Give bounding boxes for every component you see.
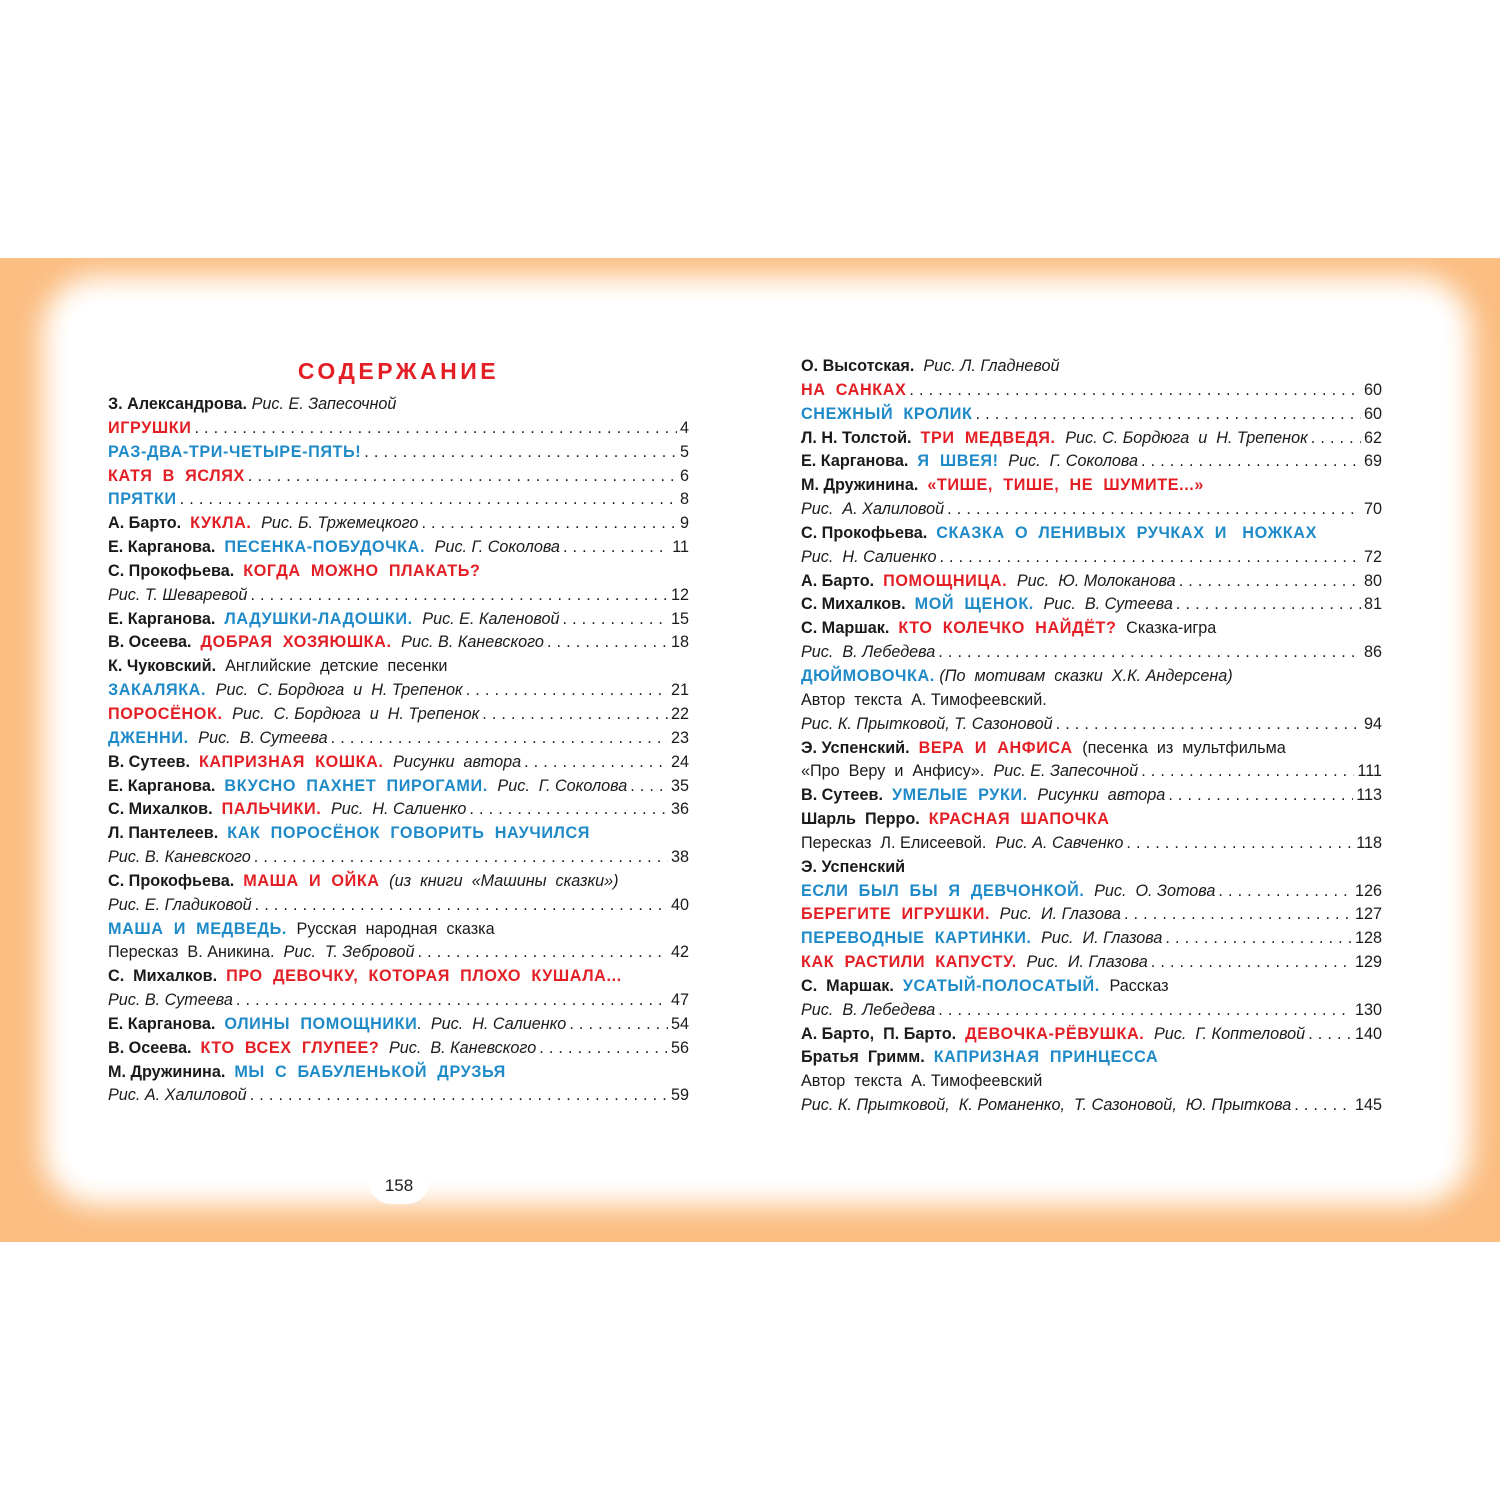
toc-entry	[801, 355, 1382, 379]
dot-leader	[1141, 450, 1361, 474]
entry-note: Сказка-игра	[1121, 619, 1217, 638]
entry-author: Л. Пантелеев.	[108, 824, 228, 843]
toc-entry	[801, 880, 1382, 904]
toc-entry	[801, 951, 1382, 975]
entry-author: А. Барто.	[801, 571, 884, 590]
entry-author: В. Осеева.	[108, 633, 201, 652]
entry-illustrator: Рис. И. Глазова	[1021, 953, 1148, 972]
entry-page-number: 130	[1354, 1000, 1382, 1019]
dot-leader	[938, 641, 1361, 665]
entry-illustrator: Рис. Т. Зебровой	[279, 943, 415, 962]
entry-title: КОГДА МОЖНО ПЛАКАТЬ?	[243, 561, 481, 580]
entry-illustrator: Рис. Е. Каленовой	[417, 609, 560, 628]
entry-illustrator: Рис. С. Бордюга и Н. Трепенок	[211, 681, 463, 700]
entry-author: В. Сутеев.	[108, 752, 199, 771]
entry-page-number: 36	[670, 800, 689, 819]
toc-entry	[801, 498, 1382, 522]
entry-page-number: 4	[679, 418, 689, 437]
entry-illustrator: Рис. Ю. Молоканова	[1012, 571, 1176, 590]
toc-left-entries	[108, 393, 689, 1108]
toc-entry	[801, 474, 1382, 498]
page-title: СОДЕРЖАНИЕ	[297, 358, 500, 384]
entry-illustrator: Рис. Е. Гладиковой	[108, 895, 252, 914]
toc-entry	[801, 379, 1382, 403]
entry-title: БЕРЕГИТЕ ИГРУШКИ.	[801, 905, 996, 924]
entry-title: МАША И ОЙКА	[243, 871, 385, 890]
dot-leader	[250, 584, 668, 608]
toc-entry	[108, 608, 689, 632]
entry-illustrator: Рис. В. Сутеева	[108, 991, 233, 1010]
dot-leader	[562, 608, 668, 632]
entry-page-number: 60	[1363, 404, 1382, 423]
entry-page-number: 69	[1363, 452, 1382, 471]
entry-illustrator: Рис. Г. Соколова	[1003, 452, 1138, 471]
entry-page-number: 42	[670, 943, 689, 962]
entry-author: М. Дружинина.	[108, 1062, 235, 1081]
entry-illustrator: Рис. Н. Салиенко	[801, 547, 937, 566]
dot-leader	[1168, 784, 1353, 808]
entry-title: КТО ВСЕХ ГЛУПЕЕ?	[200, 1038, 385, 1057]
entry-page-number: 21	[670, 681, 689, 700]
entry-illustrator: Рис. Т. Шеваревой	[108, 585, 248, 604]
entry-title: СНЕЖНЫЙ КРОЛИК	[801, 404, 973, 423]
entry-note: Пересказ В. Аникина.	[108, 943, 280, 962]
entry-title: ПЕРЕВОДНЫЕ КАРТИНКИ.	[801, 929, 1037, 948]
entry-illustrator: Рис. В. Сутеева	[1039, 595, 1173, 614]
entry-illustrator: Рисунки автора	[388, 752, 522, 771]
dot-leader	[466, 679, 668, 703]
toc-entry	[108, 441, 689, 465]
dot-leader	[630, 775, 668, 799]
entry-note: Автор текста А. Тимофеевский	[801, 1072, 1043, 1091]
toc-left-column	[108, 355, 689, 1108]
toc-entry	[801, 713, 1382, 737]
entry-illustrator: Рис. Е. Запесочной	[988, 762, 1139, 781]
entry-author: М. Дружинина.	[801, 476, 928, 495]
entry-title: МОЙ ЩЕНОК.	[914, 595, 1039, 614]
entry-illustrator: Рис. В. Лебедева	[801, 1000, 936, 1019]
entry-page-number: 9	[679, 514, 689, 533]
entry-author: С. Прокофьева.	[108, 871, 244, 890]
toc-entry	[108, 941, 689, 965]
toc-entry	[801, 593, 1382, 617]
toc-entry	[108, 1013, 689, 1037]
dot-leader	[1151, 951, 1352, 975]
toc-entry	[801, 927, 1382, 951]
toc-entry	[801, 665, 1382, 689]
entry-illustrator: Рис. И. Глазова	[995, 905, 1121, 924]
entry-page-number: 23	[670, 728, 689, 747]
entry-title: ТРИ МЕДВЕДЯ.	[920, 428, 1061, 447]
toc-entry	[801, 1070, 1382, 1094]
entry-title: ЛАДУШКИ-ЛАДОШКИ.	[224, 609, 418, 628]
toc-entry	[801, 641, 1382, 665]
toc-entry	[108, 1037, 689, 1061]
dot-leader	[421, 512, 677, 536]
entry-title: КАТЯ В ЯСЛЯХ	[108, 466, 245, 485]
entry-title: СКАЗКА О ЛЕНИВЫХ РУЧКАХ И НОЖКАХ	[936, 523, 1317, 542]
entry-illustrator: Рис. Б. Тржемецкого	[256, 514, 419, 533]
entry-author: Э. Успенский	[801, 857, 906, 876]
dot-leader	[947, 498, 1361, 522]
toc-entry	[108, 488, 689, 512]
entry-illustrator: Рис. А. Савченко	[990, 833, 1124, 852]
page-number: 158	[369, 1152, 429, 1204]
toc-entry	[801, 760, 1382, 784]
entry-illustrator: Рис. К. Прытковой, К. Романенко, Т. Сазоновой, Ю. Прыткова	[801, 1096, 1292, 1115]
entry-author: Е. Карганова.	[108, 776, 225, 795]
entry-illustrator: Рис. В. Каневского	[396, 633, 544, 652]
entry-note: Пересказ Л. Елисеевой.	[801, 833, 991, 852]
entry-author: Э. Успенский.	[801, 738, 919, 757]
entry-page-number: 129	[1354, 953, 1382, 972]
dot-leader	[1056, 713, 1361, 737]
toc-entry	[801, 903, 1382, 927]
toc-entry	[108, 965, 689, 989]
dot-leader	[976, 403, 1361, 427]
dot-leader	[1141, 760, 1354, 784]
entry-author: Братья Гримм.	[801, 1048, 934, 1067]
toc-entry	[801, 832, 1382, 856]
entry-title: МЫ С БАБУЛЕНЬКОЙ ДРУЗЬЯ	[234, 1062, 506, 1081]
entry-title: НА САНКАХ	[801, 380, 907, 399]
entry-title: УМЕЛЫЕ РУКИ.	[891, 786, 1033, 805]
entry-author: К. Чуковский.	[108, 657, 221, 676]
entry-author: С. Прокофьева.	[108, 561, 244, 580]
toc-entry	[108, 679, 689, 703]
dot-leader	[180, 488, 677, 512]
entry-author: С. Михалков.	[801, 595, 915, 614]
entry-author: В. Осеева.	[108, 1038, 201, 1057]
dot-leader	[1311, 427, 1361, 451]
entry-illustrator: Рис. В. Каневского	[384, 1038, 537, 1057]
entry-note: Английские детские песенки	[220, 657, 448, 676]
entry-author: С. Прокофьева.	[801, 523, 937, 542]
entry-page-number: 5	[679, 442, 689, 461]
entry-title: КАПРИЗНАЯ ПРИНЦЕССА	[933, 1048, 1159, 1067]
dot-leader	[254, 846, 668, 870]
entry-page-number: 145	[1354, 1096, 1382, 1115]
toc-entry	[108, 1084, 689, 1108]
dot-leader	[939, 546, 1361, 570]
toc-entry	[108, 536, 689, 560]
entry-page-number: 128	[1354, 929, 1382, 948]
dot-leader	[938, 999, 1352, 1023]
entry-page-number: 94	[1363, 714, 1382, 733]
entry-illustrator: Рис. А. Халиловой	[108, 1086, 247, 1105]
entry-title: РАЗ-ДВА-ТРИ-ЧЕТЫРЕ-ПЯТЬ!	[108, 442, 362, 461]
entry-title: ОЛИНЫ ПОМОЩНИКИ	[224, 1014, 418, 1033]
entry-page-number: 24	[670, 752, 689, 771]
dot-leader	[1294, 1094, 1352, 1118]
entry-title: ЗАКАЛЯКА.	[108, 681, 212, 700]
dot-leader	[331, 727, 668, 751]
entry-title: «ТИШЕ, ТИШЕ, НЕ ШУМИТЕ...»	[927, 476, 1205, 495]
toc-entry	[108, 584, 689, 608]
dot-leader	[236, 989, 668, 1013]
entry-note: Русская народная сказка	[292, 919, 495, 938]
entry-illustrator: Рис. Н. Салиенко	[326, 800, 467, 819]
toc-entry	[108, 393, 689, 417]
entry-author: С. Михалков.	[108, 800, 222, 819]
toc-entry	[108, 751, 689, 775]
dot-leader	[539, 1037, 668, 1061]
toc-entry	[108, 465, 689, 489]
entry-title: ВЕРА И АНФИСА	[918, 738, 1078, 757]
toc-entry	[801, 403, 1382, 427]
entry-illustrator: Рис. С. Бордюга и Н. Трепенок	[1060, 428, 1308, 447]
entry-title: КАК ПОРОСЁНОК ГОВОРИТЬ НАУЧИЛСЯ	[227, 824, 591, 843]
entry-author: С. Михалков.	[108, 967, 227, 986]
entry-page-number: 127	[1354, 905, 1382, 924]
entry-title: КАК РАСТИЛИ КАПУСТУ.	[801, 953, 1022, 972]
entry-author: С. Маршак.	[801, 976, 903, 995]
entry-title: ЕСЛИ БЫЛ БЫ Я ДЕВЧОНКОЙ.	[801, 881, 1090, 900]
entry-illustrator: . Рис. Н. Салиенко	[417, 1014, 567, 1033]
entry-page-number: 111	[1357, 762, 1382, 781]
entry-title: УСАТЫЙ-ПОЛОСАТЫЙ.	[902, 976, 1105, 995]
dot-leader	[482, 703, 668, 727]
entry-illustrator: (По мотивам сказки Х.К. Андерсена)	[934, 666, 1233, 685]
dot-leader	[1218, 880, 1352, 904]
entry-page-number: 118	[1356, 833, 1382, 852]
entry-illustrator: Рис. А. Халиловой	[801, 500, 945, 519]
entry-page-number: 18	[670, 633, 689, 652]
dot-leader	[1176, 593, 1361, 617]
toc-entry	[108, 512, 689, 536]
toc-entry	[801, 999, 1382, 1023]
toc-entry	[801, 617, 1382, 641]
entry-illustrator: Рис. Г. Коптеловой	[1149, 1024, 1306, 1043]
entry-page-number: 72	[1363, 547, 1382, 566]
dot-leader	[547, 631, 668, 655]
entry-title: ДЖЕННИ.	[108, 728, 194, 747]
entry-illustrator: Рис. С. Бордюга и Н. Трепенок	[227, 704, 480, 723]
toc-entry	[108, 1061, 689, 1085]
dot-leader	[909, 379, 1361, 403]
toc-entry	[108, 870, 689, 894]
entry-title: МАША И МЕДВЕДЬ.	[108, 919, 293, 938]
entry-page-number: 70	[1363, 500, 1382, 519]
entry-note: «Про Веру и Анфису».	[801, 762, 989, 781]
entry-page-number: 140	[1354, 1024, 1382, 1043]
toc-entry	[801, 975, 1382, 999]
entry-page-number: 38	[670, 848, 689, 867]
toc-entry	[801, 737, 1382, 761]
dot-leader	[524, 751, 668, 775]
entry-illustrator: Рис. Е. Запесочной	[251, 395, 397, 413]
toc-entry	[801, 784, 1382, 808]
entry-page-number: 22	[670, 704, 689, 723]
entry-illustrator: Рис. В. Лебедева	[801, 643, 936, 662]
entry-illustrator: Рис. Г. Соколова	[492, 776, 628, 795]
dot-leader	[418, 941, 668, 965]
entry-title: КТО КОЛЕЧКО НАЙДЁТ?	[898, 619, 1122, 638]
toc-entry	[108, 918, 689, 942]
entry-page-number: 15	[670, 609, 689, 628]
entry-page-number: 11	[672, 538, 689, 557]
entry-page-number: 81	[1363, 595, 1382, 614]
dot-leader	[248, 465, 677, 489]
entry-illustrator: Рис. О. Зотова	[1089, 881, 1216, 900]
entry-title: ПАЛЬЧИКИ.	[221, 800, 327, 819]
entry-title: ВКУСНО ПАХНЕТ ПИРОГАМИ.	[224, 776, 493, 795]
entry-page-number: 54	[670, 1014, 689, 1033]
entry-illustrator: Рис. Г. Соколова	[430, 538, 560, 557]
entry-note: Рассказ	[1104, 976, 1169, 995]
toc-entry	[801, 1023, 1382, 1047]
entry-note: (песенка из мультфильма	[1077, 738, 1286, 757]
entry-title: Я ШВЕЯ!	[917, 452, 1004, 471]
toc-entry	[801, 808, 1382, 832]
entry-author: Е. Карганова.	[108, 538, 225, 557]
toc-entry	[801, 856, 1382, 880]
toc-right-column	[801, 355, 1382, 1118]
entry-illustrator: (из книги «Машины сказки»)	[384, 871, 619, 890]
entry-author: Е. Карганова.	[801, 452, 918, 471]
toc-entry	[801, 522, 1382, 546]
entry-author: А. Барто, П. Барто.	[801, 1024, 966, 1043]
entry-page-number: 62	[1363, 428, 1382, 447]
entry-title: ПРЯТКИ	[108, 490, 177, 509]
toc-entry	[108, 703, 689, 727]
entry-page-number: 47	[670, 991, 689, 1010]
toc-entry	[108, 417, 689, 441]
dot-leader	[250, 1084, 668, 1108]
entry-note: Автор текста А. Тимофеевский.	[801, 690, 1047, 709]
entry-illustrator: Рисунки автора	[1032, 786, 1166, 805]
entry-page-number: 80	[1363, 571, 1382, 590]
entry-author: Е. Карганова.	[108, 609, 225, 628]
entry-page-number: 60	[1363, 380, 1382, 399]
toc-entry	[108, 822, 689, 846]
dot-leader	[1308, 1023, 1352, 1047]
dot-leader	[1165, 927, 1352, 951]
toc-entry	[108, 846, 689, 870]
toc-entry	[801, 1094, 1382, 1118]
entry-illustrator: Рис. И. Глазова	[1036, 929, 1163, 948]
entry-author: О. Высотская.	[801, 357, 919, 375]
entry-illustrator: Рис. В. Каневского	[108, 848, 251, 867]
toc-entry	[108, 631, 689, 655]
toc-entry	[108, 894, 689, 918]
entry-illustrator: Рис. В. Сутеева	[193, 728, 328, 747]
entry-title: ДЮЙМОВОЧКА.	[801, 666, 935, 685]
dot-leader	[1124, 903, 1352, 927]
dot-leader	[1126, 832, 1353, 856]
entry-illustrator: Рис. К. Прытковой, Т. Сазоновой	[801, 714, 1053, 733]
entry-author: В. Сутеев.	[801, 786, 892, 805]
dot-leader	[469, 798, 668, 822]
entry-author: Е. Карганова.	[108, 1014, 225, 1033]
toc-entry	[801, 546, 1382, 570]
entry-title: ПРО ДЕВОЧКУ, КОТОРАЯ ПЛОХО КУШАЛА...	[226, 967, 622, 986]
entry-page-number: 12	[670, 585, 689, 604]
entry-title: КУКЛА.	[190, 514, 257, 533]
entry-page-number: 6	[679, 466, 689, 485]
dot-leader	[194, 417, 677, 441]
entry-author: С. Маршак.	[801, 619, 899, 638]
entry-page-number: 126	[1354, 881, 1382, 900]
dot-leader	[255, 894, 668, 918]
entry-title: ПОМОЩНИЦА.	[883, 571, 1013, 590]
toc-entry	[801, 570, 1382, 594]
dot-leader	[364, 441, 677, 465]
entry-page-number: 35	[670, 776, 689, 795]
entry-illustrator: Рис. Л. Гладневой	[918, 357, 1060, 375]
entry-title: ДЕВОЧКА-РЁВУШКА.	[965, 1024, 1150, 1043]
dot-leader	[569, 1013, 668, 1037]
toc-entry	[801, 1046, 1382, 1070]
toc-right-entries	[801, 355, 1382, 1118]
entry-title: ПОРОСЁНОК.	[108, 704, 228, 723]
toc-entry	[801, 689, 1382, 713]
entry-title: ИГРУШКИ	[108, 418, 192, 437]
entry-page-number: 86	[1363, 643, 1382, 662]
dot-leader	[563, 536, 669, 560]
entry-title: ДОБРАЯ ХОЗЯЮШКА.	[200, 633, 397, 652]
entry-title: КАПРИЗНАЯ КОШКА.	[198, 752, 389, 771]
toc-entry	[801, 450, 1382, 474]
entry-author: З. Александрова.	[108, 395, 252, 413]
entry-author: А. Барто.	[108, 514, 191, 533]
toc-entry	[108, 775, 689, 799]
entry-title: ПЕСЕНКА-ПОБУДОЧКА.	[224, 538, 431, 557]
toc-entry	[108, 989, 689, 1013]
entry-page-number: 59	[670, 1086, 689, 1105]
entry-author: Л. Н. Толстой.	[801, 428, 921, 447]
entry-page-number: 56	[670, 1038, 689, 1057]
dot-leader	[1179, 570, 1361, 594]
entry-author: Шарль Перро.	[801, 810, 929, 829]
entry-page-number: 113	[1356, 786, 1382, 805]
toc-entry	[108, 727, 689, 751]
toc-entry	[108, 798, 689, 822]
entry-page-number: 40	[670, 895, 689, 914]
entry-page-number: 8	[679, 490, 689, 509]
entry-title: КРАСНАЯ ШАПОЧКА	[928, 810, 1110, 829]
toc-entry	[108, 655, 689, 679]
toc-entry	[108, 560, 689, 584]
toc-entry	[801, 427, 1382, 451]
